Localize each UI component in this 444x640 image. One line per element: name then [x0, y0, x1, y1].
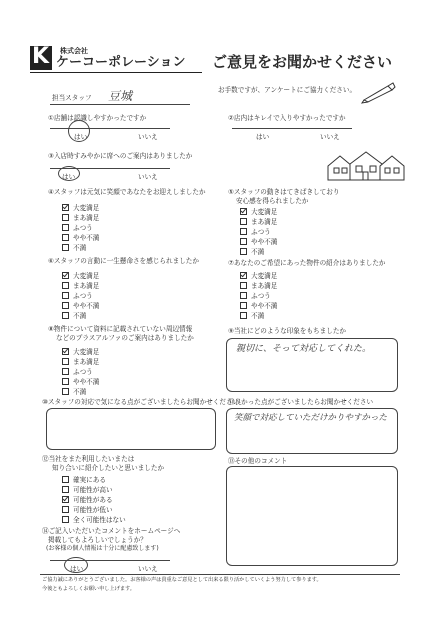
footer-line2: 今後ともよろしくお願い申し上げます。: [42, 586, 135, 592]
q13-text: ⑬その他のコメント: [228, 457, 288, 465]
q7-option-0[interactable]: 大変満足: [240, 272, 277, 280]
q8-checkbox-4[interactable]: [62, 388, 69, 395]
houses-illustration: [326, 150, 406, 182]
q1-selected-mark: [68, 120, 90, 142]
q5-option-1[interactable]: まあ満足: [240, 218, 277, 226]
q14-yes[interactable]: はい: [70, 565, 84, 573]
intro-text: お手数ですが、アンケートにご協力ください。: [218, 86, 357, 94]
q9-text: ⑨当社にどのような印象をもちましたか: [228, 327, 347, 335]
q4-option-0[interactable]: 大変満足: [62, 204, 99, 212]
q4-option-3[interactable]: やや不満: [62, 234, 99, 242]
q7-option-3[interactable]: やや不満: [240, 302, 277, 310]
q6-checkbox-1[interactable]: [62, 282, 69, 289]
q8-option-4[interactable]: 不満: [62, 388, 86, 396]
q7-checkbox-4[interactable]: [240, 312, 247, 319]
q6-checkbox-2[interactable]: [62, 292, 69, 299]
q14-no[interactable]: いいえ: [138, 565, 158, 573]
q4-checkbox-0[interactable]: [62, 204, 69, 211]
q5-option-2[interactable]: ふつう: [240, 228, 271, 236]
q3-text: ③入店時すみやかに席へのご案内はありましたか: [48, 152, 193, 160]
q12-option-3[interactable]: 可能性が低い: [62, 506, 113, 514]
staff-label: 担当スタッフ: [52, 94, 92, 102]
q9-answer: 親切に、そって対応してくれた。: [236, 344, 372, 354]
q12-option-0[interactable]: 確実にある: [62, 476, 106, 484]
q8-text: ⑧物件について資料に記載されていない周辺情報: [48, 325, 193, 333]
q8-text2: などのプラスアルファのご案内はありましたか: [56, 334, 194, 342]
q12-option-4[interactable]: 全く可能性はない: [62, 516, 126, 524]
q4-checkbox-4[interactable]: [62, 244, 69, 251]
logo-letter: K: [32, 44, 50, 69]
q1-no[interactable]: いいえ: [138, 133, 158, 141]
q8-option-1[interactable]: まあ満足: [62, 358, 99, 366]
q2-text: ②店内はキレイで入りやすかったですか: [228, 114, 346, 122]
q6-checkbox-3[interactable]: [62, 302, 69, 309]
q2-no[interactable]: いいえ: [320, 133, 340, 141]
q11-text: ⑪良かった点がございましたらお聞かせください: [228, 398, 374, 406]
q3-selected-mark: [58, 166, 80, 181]
pencil-icon: [360, 80, 396, 104]
q6-option-3[interactable]: やや不満: [62, 302, 99, 310]
q4-checkbox-2[interactable]: [62, 224, 69, 231]
q5-checkbox-0[interactable]: [240, 208, 247, 215]
q5-option-3[interactable]: やや不満: [240, 238, 277, 246]
q4-option-2[interactable]: ふつう: [62, 224, 93, 232]
q4-option-1[interactable]: まあ満足: [62, 214, 99, 222]
q3-no[interactable]: いいえ: [138, 173, 158, 181]
q12-option-2[interactable]: 可能性がある: [62, 496, 113, 504]
q12-checkbox-1[interactable]: [62, 486, 69, 493]
q6-text: ⑥スタッフの言動に一生懸命さを感じられましたか: [48, 257, 199, 265]
q8-checkbox-3[interactable]: [62, 378, 69, 385]
q11-answer: 笑顔で対応していただけかりやすかった: [234, 413, 388, 423]
page-title: ご意見をお聞かせください: [212, 53, 393, 71]
q5-text2: 安心感を得られましたか: [236, 197, 309, 205]
q6-option-4[interactable]: 不満: [62, 312, 86, 320]
q8-option-3[interactable]: やや不満: [62, 378, 99, 386]
q10-text: ⑩スタッフの対応で気になる点がございましたらお聞かせください: [42, 398, 240, 406]
q7-option-4[interactable]: 不満: [240, 312, 264, 320]
q8-option-2[interactable]: ふつう: [62, 368, 93, 376]
q5-option-4[interactable]: 不満: [240, 248, 264, 256]
q12-text2: 知り合いに紹介したいと思いましたか: [52, 464, 165, 472]
q6-option-0[interactable]: 大変満足: [62, 272, 99, 280]
q14-text2: 掲載してもよろしいでしょうか？: [48, 536, 147, 544]
q5-checkbox-2[interactable]: [240, 228, 247, 235]
q8-checkbox-2[interactable]: [62, 368, 69, 375]
q5-checkbox-1[interactable]: [240, 218, 247, 225]
q1-yes[interactable]: はい: [74, 133, 88, 141]
q14-selected-mark: [64, 557, 88, 573]
q7-checkbox-0[interactable]: [240, 272, 247, 279]
footer-line1: ご協力誠にありがとうございました。お客様の声は貴重なご意見として出来る限り活かしていくよう努力して参ります。: [42, 577, 322, 583]
q5-option-0[interactable]: 大変満足: [240, 208, 277, 216]
q12-option-1[interactable]: 可能性が高い: [62, 486, 113, 494]
q4-option-4[interactable]: 不満: [62, 244, 86, 252]
q7-text: ⑦あなたのご希望にあった物件の紹介はありましたか: [228, 259, 386, 267]
q5-text: ⑤スタッフの動きはてきぱきしており: [228, 188, 340, 196]
q1-text: ①店舗は認識しやすかったですか: [48, 114, 147, 122]
q4-checkbox-1[interactable]: [62, 214, 69, 221]
q6-checkbox-0[interactable]: [62, 272, 69, 279]
q12-checkbox-3[interactable]: [62, 506, 69, 513]
q13-answer-box[interactable]: [226, 466, 398, 566]
q7-checkbox-2[interactable]: [240, 292, 247, 299]
q6-checkbox-4[interactable]: [62, 312, 69, 319]
staff-value: 豆城: [108, 89, 133, 103]
q4-checkbox-3[interactable]: [62, 234, 69, 241]
q12-text: ⑫当社をまた利用したいまたは: [42, 455, 135, 463]
q2-yes[interactable]: はい: [256, 133, 270, 141]
q8-checkbox-1[interactable]: [62, 358, 69, 365]
q5-checkbox-3[interactable]: [240, 238, 247, 245]
q12-checkbox-2[interactable]: [62, 496, 69, 503]
q12-checkbox-0[interactable]: [62, 476, 69, 483]
q6-option-2[interactable]: ふつう: [62, 292, 93, 300]
q7-option-1[interactable]: まあ満足: [240, 282, 277, 290]
company-prefix: 株式会社: [60, 47, 88, 55]
q5-checkbox-4[interactable]: [240, 248, 247, 255]
q6-option-1[interactable]: まあ満足: [62, 282, 99, 290]
q4-text: ④スタッフは元気に笑顔であなたをお迎えしましたか: [48, 188, 206, 196]
q7-option-2[interactable]: ふつう: [240, 292, 271, 300]
q3-yes[interactable]: はい: [62, 173, 76, 181]
q12-checkbox-4[interactable]: [62, 516, 69, 523]
q14-text: ⑭ご記入いただいたコメントをホームページへ: [42, 527, 181, 535]
q7-checkbox-1[interactable]: [240, 282, 247, 289]
q8-checkbox-0[interactable]: [62, 348, 69, 355]
company-name: ケーコーポレーション: [56, 55, 186, 70]
q14-note: (お客様の個人情報は十分に配慮致します): [46, 545, 159, 552]
q8-option-0[interactable]: 大変満足: [62, 348, 99, 356]
q7-checkbox-3[interactable]: [240, 302, 247, 309]
q10-answer-box[interactable]: [46, 408, 216, 450]
